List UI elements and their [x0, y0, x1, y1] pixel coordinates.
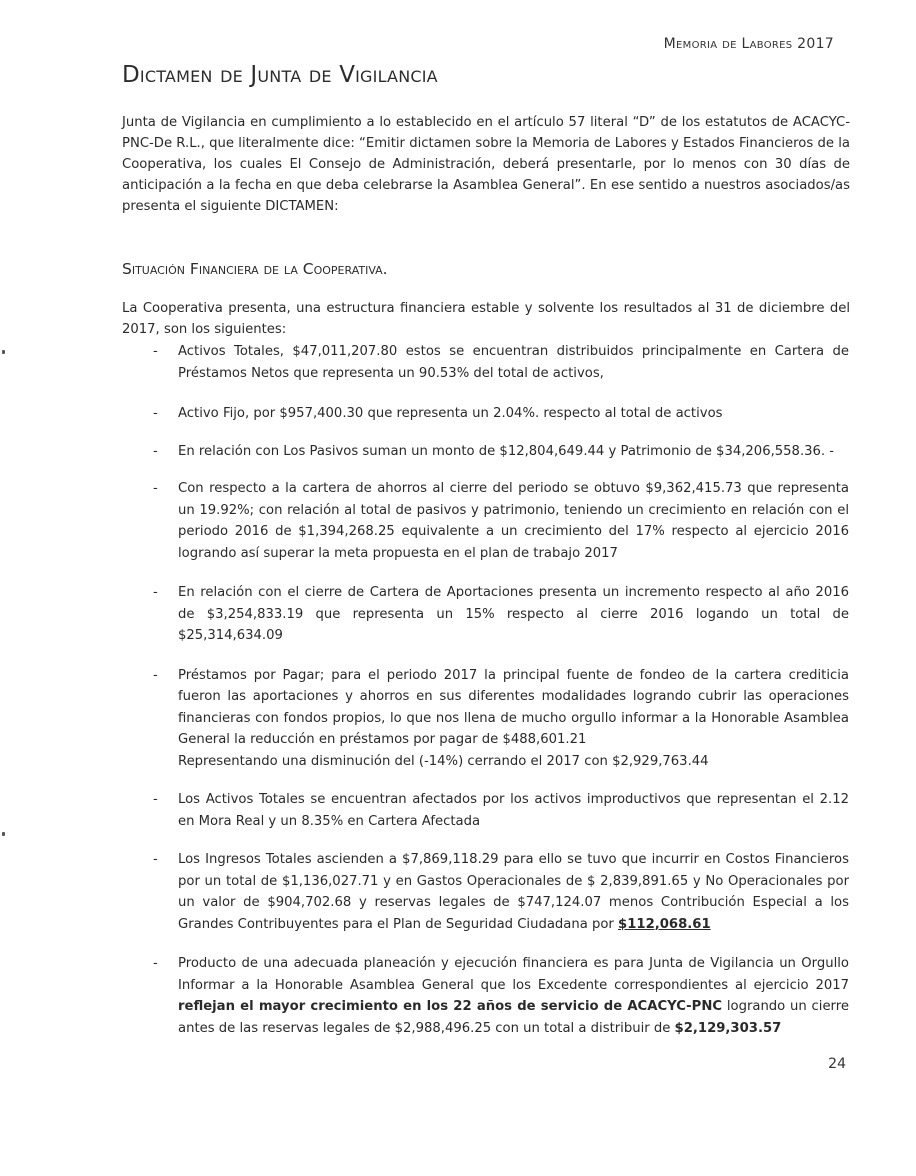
- list-item: [145, 403, 849, 425]
- list-item-text: Con respecto a la cartera de ahorros al cierre del periodo se obtuvo $9,362,415.73 que representa un 19.92%; con relación al total de pasivos y patrimonio, teniendo un crecimiento en relación con el periodo 2016 de $1,394,268.25 equivalente a un crecimiento del 17% respecto al ejercicio 2016 logrando así superar la meta propuesta en el plan de trabajo 2017: [178, 481, 849, 561]
- bullet-dash: -: [153, 443, 158, 459]
- list-item-text: Los Activos Totales se encuentran afectados por los activos improductivos que representan el 2.12 en Mora Real y un 8.35% en Cartera Afectada: [178, 792, 849, 829]
- bullet-dash: -: [153, 956, 158, 971]
- scan-artifact: [2, 350, 5, 354]
- list-item-text: Los Ingresos Totales ascienden a $7,869,118.29 para ello se tuvo que incurrir en Costos Financieros por un total de $1,136,027.71 y en Gastos Operacionales de $ 2,839,891.65 y No Operacionales por un valor de $904,702.68 y reservas legales de $747,124.07 menos Contribución Especial a los Grandes Contribuyentes para el Plan de Seguridad Ciudadana por: [178, 852, 849, 932]
- list-item-text: En relación con el cierre de Cartera de Aportaciones presenta un incremento respecto al año 2016 de $3,254,833.19 que representa un 15% respecto al cierre 2016 logando un total de $25,314,634.09: [178, 585, 849, 643]
- list-item: [145, 478, 849, 564]
- list-item-text-continued: Representando una disminución del (-14%) cerrando el 2017 con $2,929,763.44: [178, 753, 709, 769]
- list-item: [145, 849, 849, 935]
- running-header: Memoria de Labores 2017: [663, 36, 834, 52]
- list-item: [145, 665, 849, 773]
- list-item-text: Producto de una adecuada planeación y ejecución financiera es para Junta de Vigilancia un Orgullo Informar a la Honorable Asamblea General que los Excedente correspondientes al ejercicio 2017: [178, 956, 849, 993]
- highlight-text: reflejan el mayor crecimiento en los 22 años de servicio de ACACYC-PNC: [178, 999, 723, 1014]
- intro-paragraph: Junta de Vigilancia en cumplimiento a lo establecido en el artículo 57 literal “D” de los estatutos de ACACYC-PNC-De R.L., que literalmente dice: “Emitir dictamen sobre la Memoria de Labores y Estados Financieros de la Cooperativa, los cuales El Consejo de Administración, deberá presentarle, por lo menos con 30 días de anticipación a la fecha en que deba celebrarse la Asamblea General”. En ese sentido a nuestros asociados/as presenta el siguiente DICTAMEN:: [122, 115, 850, 214]
- bullet-dash: -: [153, 792, 158, 807]
- document-title: Dictamen de Junta de Vigilancia: [122, 62, 438, 88]
- section-title: Situación Financiera de la Cooperativa.: [122, 260, 388, 278]
- list-item: [145, 953, 849, 1039]
- lead-paragraph: La Cooperativa presenta, una estructura financiera estable y solvente los resultados al 31 de diciembre del 2017, son los siguientes:: [122, 301, 850, 337]
- distribution-amount: $2,129,303.57: [674, 1020, 782, 1036]
- contribution-amount: $112,068.61: [618, 916, 711, 932]
- bullet-dash: -: [153, 585, 158, 600]
- list-item-text: Préstamos por Pagar; para el periodo 2017 la principal fuente de fondeo de la cartera crediticia fueron las aportaciones y ahorros en sus diferentes modalidades logrando cubrir las operaciones financieras con fondos propios, lo que nos llena de mucho orgullo informar a la Honorable Asamblea General la reducción en préstamos por pagar de $488,601.21: [178, 667, 849, 747]
- list-item-text: Activos Totales, $47,011,207.80 estos se encuentran distribuidos principalmente en Cartera de Préstamos Netos que representa un 90.53% del total de activos,: [178, 344, 849, 381]
- list-item: [145, 582, 849, 647]
- list-item: [145, 341, 849, 384]
- bullet-dash: -: [153, 481, 158, 496]
- bullet-dash: -: [153, 667, 158, 683]
- list-item: [145, 441, 849, 463]
- bullet-dash: -: [153, 406, 158, 421]
- results-list: [145, 341, 849, 1039]
- page-number: 24: [828, 1056, 846, 1072]
- list-item-text: Activo Fijo, por $957,400.30 que representa un 2.04%. respecto al total de activos: [178, 406, 723, 421]
- list-item-text: En relación con Los Pasivos suman un monto de $12,804,649.44 y Patrimonio de $34,206,558.36. -: [178, 443, 835, 459]
- bullet-dash: -: [153, 852, 158, 867]
- scan-artifact: [2, 832, 5, 836]
- list-item-text-continued: logrando un cierre antes de las reservas legales de $2,988,496.25 con un total a distribuir de: [178, 999, 849, 1036]
- list-item: [145, 789, 849, 832]
- bullet-dash: -: [153, 344, 158, 359]
